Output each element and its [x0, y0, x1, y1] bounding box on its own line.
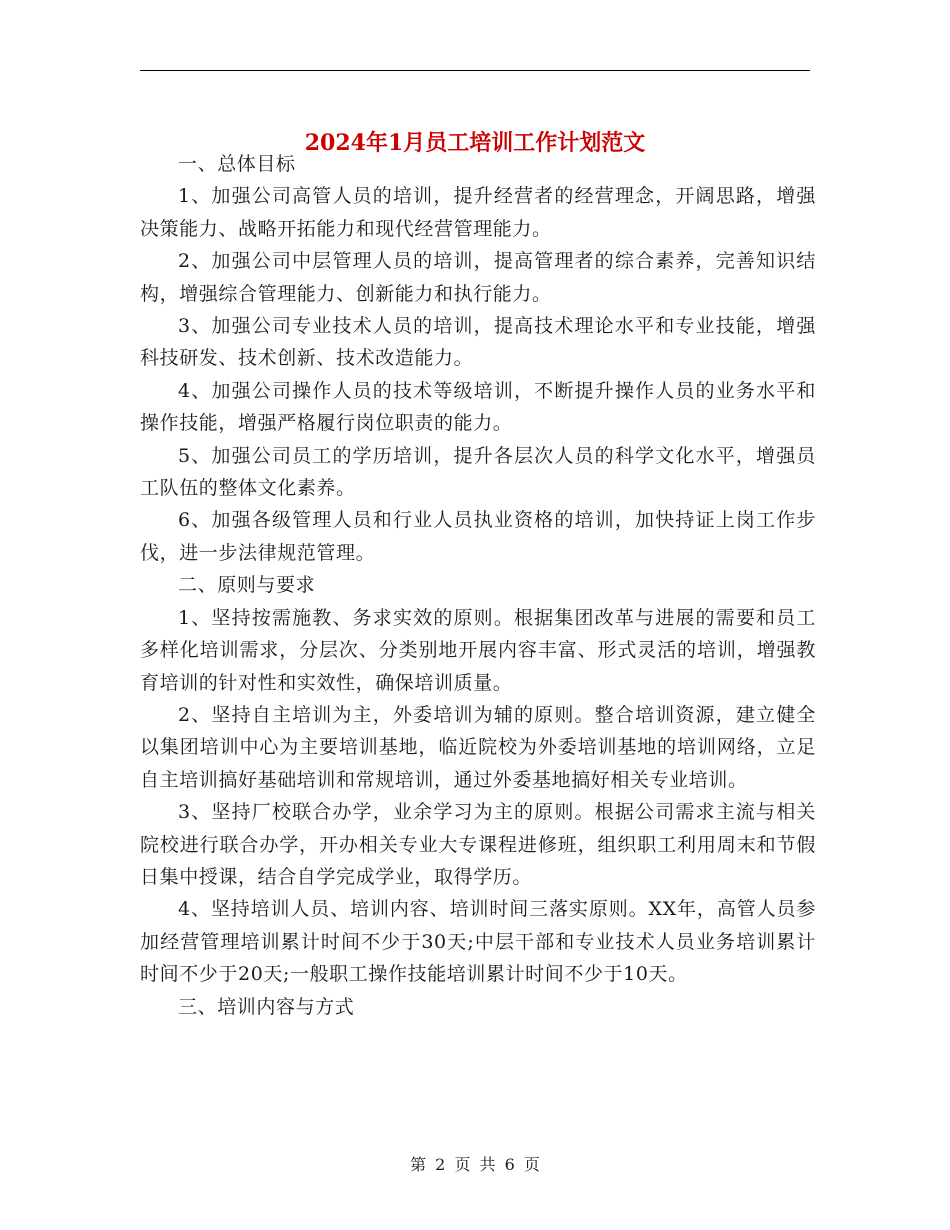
header-rule — [140, 70, 810, 71]
paragraph: 4、坚持培训人员、培训内容、培训时间三落实原则。XX年，高管人员参加经营管理培训累计时间不少于30天;中层干部和专业技术人员业务培训累计时间不少于20天;一般职工操作技能培训累计时间不少于10天。 — [140, 898, 816, 986]
paragraph: 4、加强公司操作人员的技术等级培训，不断提升操作人员的业务水平和操作技能，增强严格履行岗位职责的能力。 — [140, 379, 816, 435]
paragraph: 3、加强公司专业技术人员的培训，提高技术理论水平和专业技能，增强科技研发、技术创新、技术改造能力。 — [140, 315, 816, 370]
document-body — [140, 148, 816, 1023]
paragraph: 1、坚持按需施教、务求实效的原则。根据集团改革与进展的需要和员工多样化培训需求，分层次、分类别地开展内容丰富、形式灵活的培训，增强教育培训的针对性和实效性，确保培训质量。 — [140, 606, 816, 694]
paragraph: 2、坚持自主培训为主，外委培训为辅的原则。整合培训资源，建立健全以集团培训中心为主要培训基地，临近院校为外委培训基地的培训网络，立足自主培训搞好基础培训和常规培训，通过外委基地搞好相关专业培训。 — [140, 703, 816, 791]
section-heading-goals: 一、总体目标 — [178, 153, 296, 175]
paragraph: 3、坚持厂校联合办学，业余学习为主的原则。根据公司需求主流与相关院校进行联合办学，开办相关专业大专课程进修班，组织职工利用周末和节假日集中授课，结合自学完成学业，取得学历。 — [140, 801, 816, 888]
section-heading-principles: 二、原则与要求 — [178, 574, 316, 597]
paragraph: 2、加强公司中层管理人员的培训，提高管理者的综合素养，完善知识结构，增强综合管理能力、创新能力和执行能力。 — [140, 250, 816, 305]
document-title: 2024年1月员工培训工作计划范文 — [304, 129, 646, 156]
paragraph: 6、加强各级管理人员和行业人员执业资格的培训，加快持证上岗工作步伐，进一步法律规范管理。 — [140, 509, 816, 564]
paragraph: 1、加强公司高管人员的培训，提升经营者的经营理念，开阔思路，增强决策能力、战略开拓能力和现代经营管理能力。 — [140, 185, 816, 240]
section-heading-content: 三、培训内容与方式 — [178, 995, 355, 1018]
page-number: 第 2 页 共 6 页 — [410, 1155, 540, 1174]
paragraph: 5、加强公司员工的学历培训，提升各层次人员的科学文化水平，增强员工队伍的整体文化素养。 — [140, 444, 816, 500]
